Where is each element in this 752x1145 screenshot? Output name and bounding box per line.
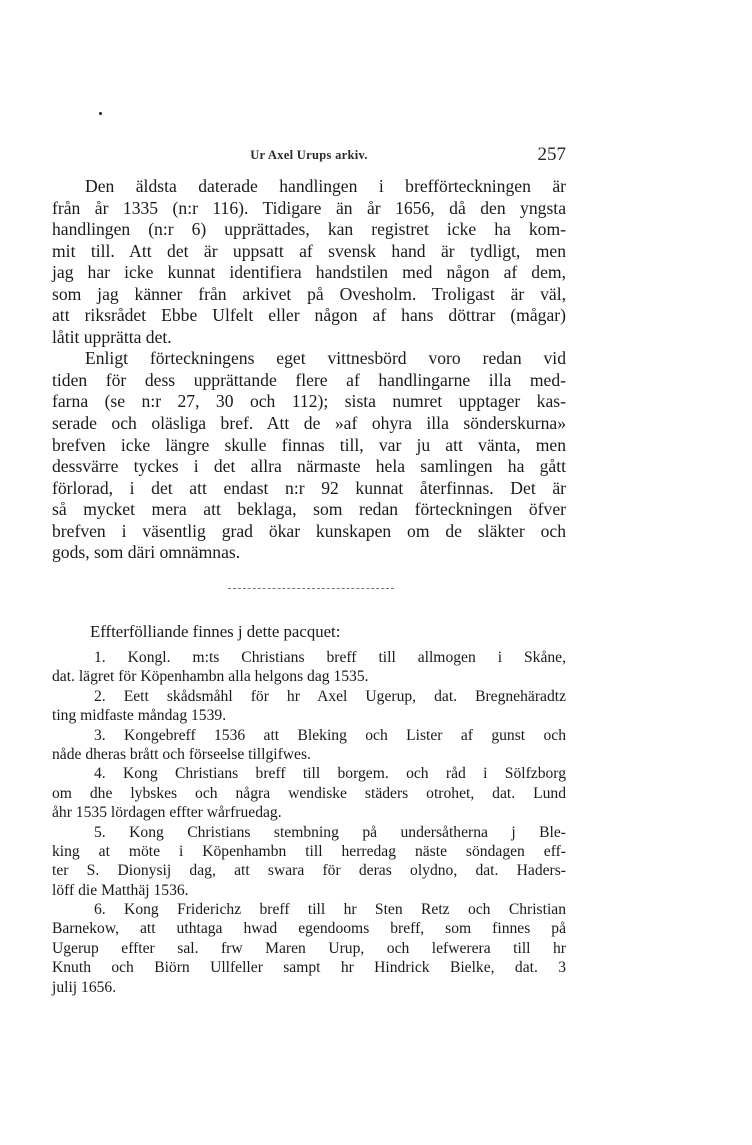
body-line: serade och oläsliga bref. Att de »af ohyra illa sönderskurna»	[52, 413, 566, 434]
body-line: Enligt förteckningens eget vittnesbörd voro redan vid	[85, 348, 566, 369]
list-line: åhr 1535 lördagen effter wårfruedag.	[52, 804, 282, 822]
body-text	[52, 176, 566, 564]
body-line: jag har icke kunnat identifiera handstilen med någon af dem,	[52, 262, 566, 283]
body-line: handlingen (n:r 6) upprättades, kan registret icke ha kom-	[52, 219, 566, 240]
list-line: Barnekow, att uthtaga hwad egendooms breff, som finnes på	[52, 920, 566, 938]
body-line: farna (se n:r 27, 30 och 112); sista numret upptager kas-	[52, 391, 566, 412]
body-line: tiden för dess upprättande flere af handlingarne illa med-	[52, 369, 566, 390]
list-line: 5. Kong Christians stembning på undersåtherna j Ble-	[94, 823, 566, 841]
body-line: brefven i väsentlig grad ökar kunskapen om de släkter och	[52, 520, 566, 541]
list-line: ter S. Dionysij dag, att swara för deras olydno, dat. Haders-	[52, 862, 566, 880]
list-line: 6. Kong Friderichz breff till hr Sten Retz och Christian	[94, 901, 566, 919]
list-line: julij 1656.	[52, 978, 117, 996]
running-head	[52, 144, 566, 168]
list-heading: Effterfölliande finnes j dette pacquet:	[90, 622, 341, 641]
list-line: 1. Kongl. m:ts Christians breff till allmogen i Skåne,	[94, 649, 566, 666]
body-line: att riksrådet Ebbe Ulfelt eller någon af hans döttrar (mågar)	[52, 305, 566, 326]
list-line: Ugerup effter sal. frw Maren Urup, och lefwerera till hr	[52, 939, 566, 957]
print-speck	[99, 112, 102, 115]
body-line: mit till. Att det är uppsatt af svensk hand är tydligt, men	[52, 240, 566, 261]
page-number: 257	[537, 144, 566, 165]
section-divider	[228, 588, 394, 589]
body-line: dessvärre tyckes i det allra närmaste hela samlingen ha gått	[52, 456, 566, 477]
list-line: 2. Eett skådsmåhl för hr Axel Ugerup, dat. Bregnehäradtz	[94, 687, 566, 705]
body-line: från år 1335 (n:r 116). Tidigare än år 1656, då den yngsta	[52, 197, 566, 218]
list-line: nåde dheras brått och förseelse tillgifwes.	[52, 745, 311, 763]
list-line: ting midfaste måndag 1539.	[52, 707, 227, 725]
list-line: Knuth och Biörn Ullfeller sampt hr Hindrick Bielke, dat. 3	[52, 959, 566, 977]
body-line: brefven icke längre skulle finnas till, var ju att vänta, men	[52, 434, 566, 455]
list-line: dat. lägret för Köpenhambn alla helgons dag 1535.	[52, 668, 369, 686]
running-head-title: Ur Axel Urups arkiv.	[250, 148, 368, 162]
body-line: låtit upprätta det.	[52, 326, 172, 347]
list-line: 3. Kongebreff 1536 att Bleking och Lister af gunst och	[94, 726, 566, 744]
body-line: som jag känner från arkivet på Ovesholm. Troligast är väl,	[52, 283, 566, 304]
body-line: gods, som däri omnämnas.	[52, 542, 241, 563]
document-list	[52, 648, 566, 997]
body-line: så mycket mera att beklaga, som redan förteckningen öfver	[52, 499, 566, 520]
body-line: förlorad, i det att endast n:r 92 kunnat återfinnas. Det är	[52, 477, 566, 498]
list-line: löff die Matthäj 1536.	[52, 881, 189, 899]
body-line: Den äldsta daterade handlingen i brefförteckningen är	[85, 176, 566, 196]
list-line: king at möte i Köpenhambn till herredag näste söndagen eff-	[52, 842, 566, 860]
list-line: om dhe lybskes och några wendiske städers otrohet, dat. Lund	[52, 784, 566, 802]
list-line: 4. Kong Christians breff till borgem. och råd i Sölfzborg	[94, 765, 566, 783]
